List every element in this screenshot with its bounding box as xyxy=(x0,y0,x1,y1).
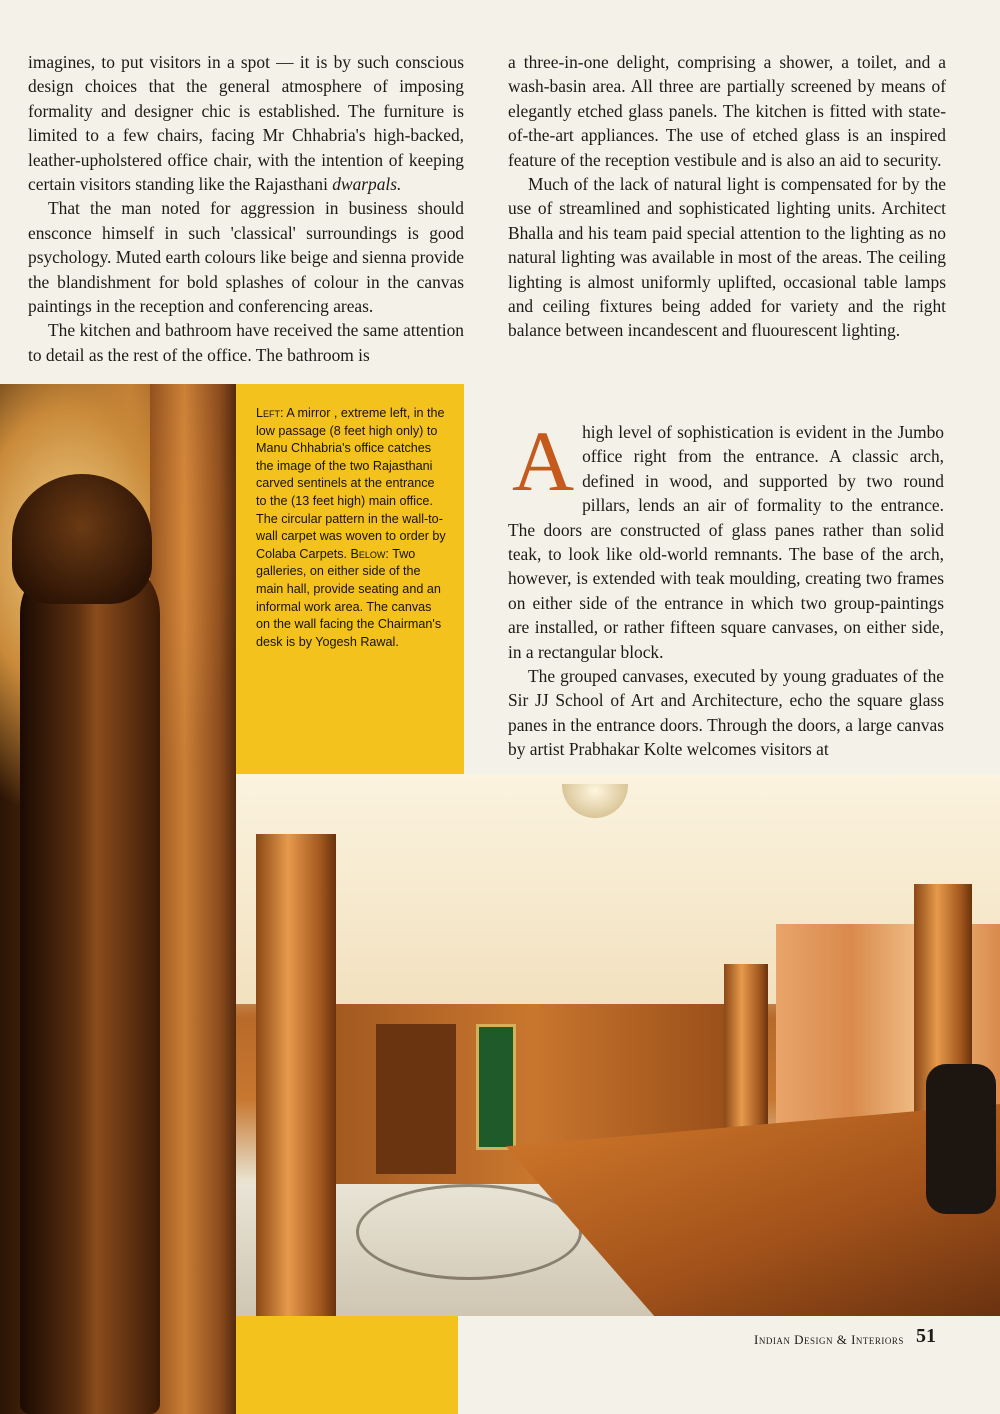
paragraph: The grouped canvases, executed by young graduates of the Sir JJ School of Art and Architecture, echo the square glass panes in the entrance doors. Through the doors, a large canvas by artist Prabhakar Kolte welcomes visitors at xyxy=(508,666,944,760)
photo-office-interior xyxy=(236,774,1000,1316)
paragraph: a three-in-one delight, comprising a shower, a toilet, and a wash-basin area. All three are partially screened by means of elegantly etched glass panels. The kitchen is fitted with state-of-the-art appliances. The use of etched glass is an inspired feature of the reception vestibule and is also an aid to security. xyxy=(508,52,946,170)
photo-column xyxy=(256,834,336,1316)
photo-statue-body xyxy=(20,554,160,1414)
footer-publication: Indian Design & Interiors xyxy=(754,1332,904,1347)
photo-painting xyxy=(476,1024,516,1150)
yellow-accent-strip xyxy=(236,1316,458,1414)
photo-carpet-pattern xyxy=(356,1184,582,1280)
caption-left-text: A mirror , extreme left, in the low passage (8 feet high only) to Manu Chhabria's office catches the image of the two Rajasthani carved sentinels at the entrance to the (13 feet high) main office. The circular pattern in the wall-to-wall carpet was woven to order by Colaba Carpets. xyxy=(256,406,446,561)
photo-door xyxy=(376,1024,456,1174)
photo-chair xyxy=(926,1064,996,1214)
caption-label-below: Below: xyxy=(350,546,389,561)
caption-text xyxy=(256,405,446,651)
paragraph: The kitchen and bathroom have received the same attention to detail as the rest of the office. The bathroom is xyxy=(28,320,464,365)
drop-cap: A xyxy=(512,413,575,509)
photo-pillar xyxy=(150,384,236,1414)
right-column-text-mid xyxy=(508,413,944,762)
photo-sentinel xyxy=(0,384,236,1414)
paragraph: That the man noted for aggression in business should ensconce himself in such 'classical' surroundings is good psychology. Muted earth colours like beige and sienna provide the blandishment for bold splashes of colour in the canvas paintings in the reception and conferencing areas. xyxy=(28,198,464,317)
photo-statue-head xyxy=(12,474,152,604)
caption-below-text: Two galleries, on either side of the main hall, provide seating and an informal work area. The canvas on the wall facing the Chairman's desk is by Yogesh Rawal. xyxy=(256,546,442,649)
paragraph: Much of the lack of natural light is compensated for by the use of streamlined and sophisticated lighting units. Architect Bhalla and his team paid special attention to the lighting as no natural lighting was available in most of the areas. The ceiling lighting is almost uniformly uplifted, occasional table lamps and ceiling fixtures being added for variety and the right balance between incandescent and fluourescent lighting. xyxy=(508,174,946,341)
page-number: 51 xyxy=(916,1325,936,1347)
right-column-text-top xyxy=(508,50,946,343)
paragraph: Ahigh level of sophistication is evident in the Jumbo office right from the entrance. A classic arch, defined in wood, and supported by two round pillars, lends an air of formality to the entrance. The doors are constructed of glass panes rather than solid teak, to look like old-world remnants. The base of the arch, however, is extended with teak moulding, creating two frames on either side of the entrance in which two group-paintings are installed, or rather fifteen square canvases, on either side, in a rectangular block. xyxy=(508,413,944,662)
italic-term: dwarpals. xyxy=(332,174,402,195)
caption-label-left: Left: xyxy=(256,406,284,420)
paragraph: imagines, to put visitors in a spot — it is by such conscious design choices that the general atmosphere of imposing formality and designer chic is established. The furniture is limited to a few chairs, facing Mr Chhabria's high-backed, leather-upholstered office chair, with the intention of keeping certain visitors standing like the Rajasthani dwarpals. xyxy=(28,52,464,195)
left-column-text xyxy=(28,50,464,367)
